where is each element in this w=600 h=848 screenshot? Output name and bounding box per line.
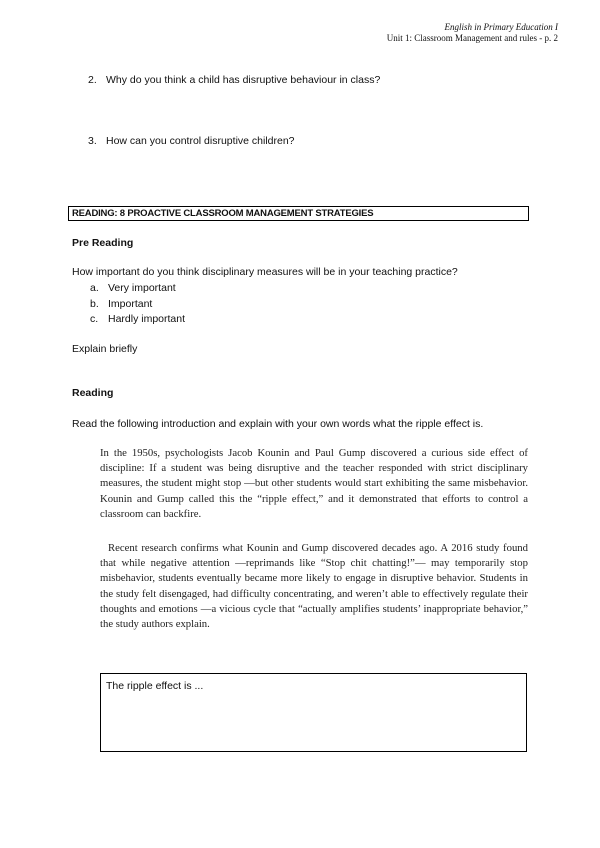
option-letter: b. [90,297,99,310]
answer-box[interactable] [100,673,527,752]
options-list [90,281,185,328]
option-b [90,297,185,313]
option-letter: c. [90,313,99,325]
question-2 [88,74,380,86]
question-number: 3. [88,135,97,147]
option-text: Very important [108,282,176,294]
option-letter: a. [90,282,99,294]
question-number: 2. [88,74,97,86]
pre-reading-question: How important do you think disciplinary measures will be in your teaching practice? [72,266,458,278]
option-text: Important [108,297,153,310]
reading-instruction: Read the following introduction and explain with your own words what the ripple effect is. [72,418,484,430]
option-a [90,281,185,297]
reading-heading: Reading [72,387,114,399]
reading-excerpt-2 [100,541,528,632]
unit-title: Unit 1: Classroom Management and rules - p. 2 [386,33,558,43]
answer-prompt: The ripple effect is ... [106,680,204,692]
option-c [90,312,185,328]
page-header [387,22,558,44]
explain-briefly: Explain briefly [72,343,138,355]
question-3 [88,135,295,147]
question-text: How can you control disruptive children? [106,135,295,147]
excerpt-paragraph-2: Recent research confirms what Kounin and Gump discovered decades ago. A 2016 study found that while negative attention —reprimands like “Stop chit chatting!”— may temporarily stop misbehavior, students eventually became more likely to engage in disruptive behavior. Students in the study felt disengaged, had difficulty concentrating, and weren’t able to effectively regulate their thoughts and emotions —a vicious cycle that “actually amplifies students’ inappropriate behavior,” the study authors explain. [100,542,528,631]
question-text: Why do you think a child has disruptive behaviour in class? [106,74,381,86]
section-title: READING: 8 PROACTIVE CLASSROOM MANAGEMENT STRATEGIES [68,206,529,221]
excerpt-paragraph-1: In the 1950s, psychologists Jacob Kounin and Paul Gump discovered a curious side effect of discipline: If a student was being disruptive and the teacher responded with strict disciplinary measures, the student might stop —but other students would start exhibiting the same misbehavior. Kounin and Gump called this the “ripple effect,” and it demonstrated that efforts to control a classroom can backfire. [100,447,528,520]
course-title: English in Primary Education I [444,22,558,32]
reading-excerpt [100,446,528,522]
pre-reading-heading: Pre Reading [72,237,134,249]
option-text: Hardly important [108,313,186,325]
